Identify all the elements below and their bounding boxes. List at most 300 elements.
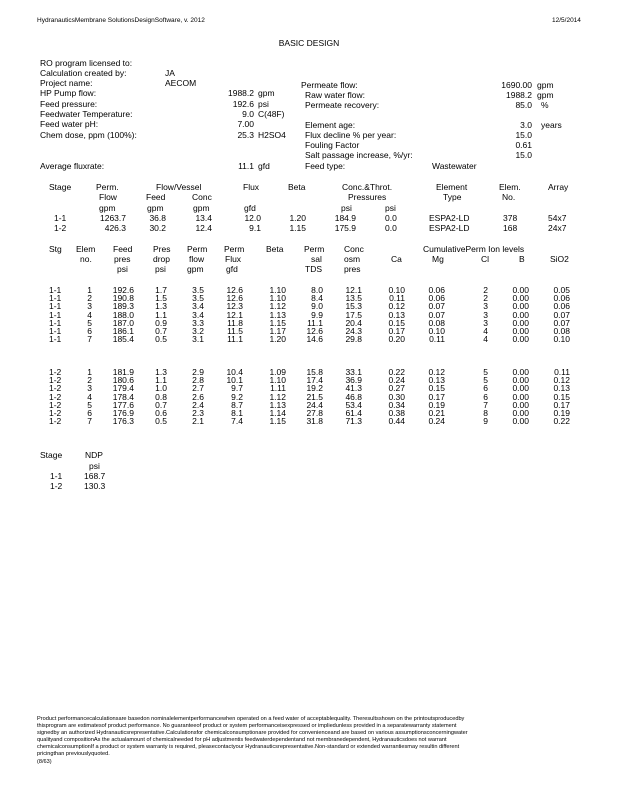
et-h-psi: psi <box>117 264 128 274</box>
sio2-cell: 0.08 <box>553 326 570 336</box>
disclaimer-line: qualityand compositionAs the actualamount of chemicalneeded for pH adjustmentis feedwaterdependentand not membranedependent, Hydranauticsdoes not warrant <box>37 737 447 744</box>
perm-flow-cell: 3.4 <box>192 301 204 312</box>
perm-tds-cell: 9.0 <box>311 301 323 312</box>
b-cell: 0.00 <box>512 383 529 394</box>
feed-pressure-unit: psi <box>258 99 269 109</box>
sio2-cell: 0.06 <box>553 301 570 312</box>
cl-cell: 6 <box>483 383 488 394</box>
ndp-stage-cell: 1-2 <box>50 481 63 491</box>
mg-cell: 0.13 <box>428 375 445 386</box>
st-u-flux: gfd <box>244 203 256 213</box>
perm-flux-cell: 8.7 <box>231 399 243 410</box>
beta-cell: 1.15 <box>269 317 286 328</box>
et-h-ca: Ca <box>391 254 402 264</box>
element-age-unit: years <box>541 120 562 130</box>
st-h-elem: Elem. <box>499 182 521 192</box>
b-cell: 0.00 <box>512 399 529 410</box>
feed-pres-cell: 190.8 <box>112 293 134 304</box>
stg-cell: 1-1 <box>49 301 62 312</box>
perm-flux-cell: 10.1 <box>226 375 243 386</box>
ca-cell: 0.27 <box>388 383 405 394</box>
created-value: JA <box>165 68 175 78</box>
mg-cell: 0.15 <box>428 383 445 394</box>
array-cell: 54x7 <box>548 213 567 223</box>
elem-cell: 3 <box>87 383 92 394</box>
perm-flux-cell: 7.4 <box>231 416 243 427</box>
pres-drop-cell: 1.0 <box>155 383 167 394</box>
chem-value: 25.3 <box>237 130 254 140</box>
feed-pres-cell: 188.0 <box>112 309 134 320</box>
cl-cell: 4 <box>483 326 488 336</box>
sio2-cell: 0.06 <box>553 293 570 304</box>
st-h-no: No. <box>502 192 516 202</box>
stg-cell: 1-2 <box>49 375 62 386</box>
perm-flow-cell: 3.3 <box>192 317 204 328</box>
pres-drop-cell: 1.7 <box>155 285 167 295</box>
disclaimer <box>37 716 582 766</box>
conc-cell: 12.4 <box>195 223 212 233</box>
sio2-cell: 0.15 <box>553 391 570 402</box>
stg-cell: 1-1 <box>49 285 62 295</box>
sio2-cell: 0.22 <box>553 416 570 427</box>
mg-cell: 0.07 <box>428 301 445 312</box>
beta-cell: 1.12 <box>269 391 286 402</box>
disclaimer-line: signedby an authorized Hydranauticsrepresentative.Calculationsfor chemicalconsumptionare provided for convenienceand are based on various assumptionsconcerningwater <box>37 730 468 737</box>
sio2-cell: 0.07 <box>553 317 570 328</box>
feed-cell: 36.8 <box>149 213 166 223</box>
sio2-cell: 0.13 <box>553 383 570 394</box>
perm-flux-cell: 12.3 <box>226 301 243 312</box>
perm-tds-cell: 8.4 <box>311 293 323 304</box>
et-h-no: no. <box>80 254 92 264</box>
st-u-perm: gpm <box>99 203 116 213</box>
mg-cell: 0.21 <box>428 408 445 418</box>
mg-cell: 0.11 <box>429 334 445 345</box>
ca-cell: 0.13 <box>388 309 405 320</box>
perm-flow-cell: 3.1 <box>192 334 204 345</box>
conc-osm-cell: 24.3 <box>345 326 362 336</box>
beta-cell: 1.10 <box>269 375 286 386</box>
pres-drop-cell: 1.1 <box>155 375 167 386</box>
beta-cell: 1.13 <box>269 399 286 410</box>
cl-cell: 2 <box>483 293 488 304</box>
licensed-label: RO program licensed to: <box>40 58 133 68</box>
feed-pres-cell: 176.3 <box>112 416 134 427</box>
ndp-value-cell: 168.7 <box>84 471 106 481</box>
et-h-beta: Beta <box>266 244 284 254</box>
conc-cell: 13.4 <box>195 213 212 223</box>
pres-drop-cell: 0.7 <box>155 326 167 336</box>
et-h-cumulative: CumulativePerm Ion levels <box>423 244 525 254</box>
ndp-stage-cell: 1-1 <box>50 471 63 481</box>
flux-decline-value: 15.0 <box>515 130 532 140</box>
sio2-cell: 0.07 <box>553 309 570 320</box>
feed-pres-cell: 180.6 <box>112 375 134 386</box>
stage-cell: 1-2 <box>54 223 67 233</box>
sio2-cell: 0.17 <box>553 399 570 410</box>
mg-cell: 0.06 <box>428 285 445 295</box>
perm-flow-unit: gpm <box>537 80 554 90</box>
et-h-mg: Mg <box>432 254 444 264</box>
no-cell: 168 <box>503 223 518 233</box>
cl-cell: 2 <box>483 285 488 295</box>
software-title: HydranauticsMembrane SolutionsDesignSoftware, v. 2012 <box>37 17 205 24</box>
et-h-perm3: Perm <box>304 244 325 254</box>
ca-cell: 0.10 <box>388 285 405 295</box>
hp-value: 1988.2 <box>228 88 254 98</box>
created-label: Calculation created by: <box>40 68 127 78</box>
disclaimer-line: Product performancecalculationsare basedon nominalelementperformancewhen operated on a feed water of acceptablequality. Theresultsshown on the printoutsproducedby <box>37 716 465 722</box>
cl-cell: 7 <box>483 399 488 410</box>
raw-flow-value: 1988.2 <box>506 90 532 100</box>
cl-cell: 3 <box>483 309 488 320</box>
feed-pres-cell: 187.0 <box>112 317 134 328</box>
avg-flux-label: Average fluxrate: <box>40 161 105 171</box>
st-h-concthrot: Conc.&Throt. <box>342 182 393 192</box>
elem-cell: 6 <box>87 408 92 418</box>
perm-flux-cell: 11.5 <box>227 326 243 336</box>
st-h-conc: Conc <box>192 192 212 202</box>
conc-osm-cell: 20.4 <box>345 317 362 328</box>
elem-cell: 5 <box>87 317 92 328</box>
perm-tds-cell: 14.6 <box>306 334 323 345</box>
mg-cell: 0.19 <box>428 399 445 410</box>
disclaimer-line: chemicalconsumptionIf a product or system warranty is required, pleasecontactyour Hydranauticsrepresentative.Non-standard or extended warrantiesmay resultin different <box>37 744 460 751</box>
et-h-osm: osm <box>344 254 361 264</box>
b-cell: 0.00 <box>512 367 529 377</box>
stg-cell: 1-2 <box>49 408 62 418</box>
st-h-beta: Beta <box>288 182 306 192</box>
perm-flow-value: 1690.00 <box>501 80 532 90</box>
fouling-label: Fouling Factor <box>305 140 360 150</box>
perm-flux-cell: 9.2 <box>231 391 243 402</box>
type-cell: ESPA2-LD <box>429 223 470 233</box>
beta-cell: 1.14 <box>269 408 286 418</box>
feed-cell: 30.2 <box>149 223 166 233</box>
conc-osm-cell: 61.4 <box>345 408 362 418</box>
beta-cell: 1.13 <box>269 309 286 320</box>
b-cell: 0.00 <box>512 285 529 295</box>
sio2-cell: 0.10 <box>553 334 570 345</box>
pres-drop-cell: 0.7 <box>155 399 167 410</box>
perm-flux-cell: 11.8 <box>227 317 243 328</box>
ndp-value-cell: 130.3 <box>84 481 106 491</box>
perm-tds-cell: 21.5 <box>306 391 323 402</box>
raw-flow-unit: gpm <box>537 90 554 100</box>
perm-tds-cell: 24.4 <box>306 399 323 410</box>
beta-cell: 1.20 <box>269 334 286 345</box>
elem-cell: 2 <box>87 293 92 304</box>
et-h-elem: Elem <box>76 244 96 254</box>
chem-unit: H2SO4 <box>258 130 286 140</box>
p2-cell: 0.0 <box>385 213 397 223</box>
ndp-h-ndp: NDP <box>85 450 103 460</box>
conc-osm-cell: 13.5 <box>345 293 362 304</box>
beta-cell: 1.20 <box>289 213 306 223</box>
perm-flux-cell: 12.6 <box>226 293 243 304</box>
st-h-stage: Stage <box>49 182 72 192</box>
p1-cell: 175.9 <box>334 223 356 233</box>
perm-flow-cell: 2.9 <box>192 367 204 377</box>
perm-flow-cell: 2.1 <box>192 416 204 427</box>
et-h-stg: Stg <box>49 244 62 254</box>
temp-unit: C(48F) <box>258 109 285 119</box>
st-u-p1: psi <box>341 203 352 213</box>
perm-tds-cell: 19.2 <box>306 383 323 394</box>
conc-osm-cell: 41.3 <box>345 383 362 394</box>
disclaimer-line: pricingthan previouslyquoted. <box>37 751 110 758</box>
perm-tds-cell: 31.8 <box>306 416 323 427</box>
st-u-conc: gpm <box>193 203 210 213</box>
pres-drop-cell: 0.6 <box>155 408 167 418</box>
conc-osm-cell: 29.8 <box>345 334 362 345</box>
st-h-pressures: Pressures <box>348 192 387 202</box>
b-cell: 0.00 <box>512 326 529 336</box>
st-h-flow: Flow <box>99 192 117 202</box>
perm-flux-cell: 10.4 <box>226 367 243 377</box>
project-value: AECOM <box>165 78 197 88</box>
hp-unit: gpm <box>258 88 275 98</box>
feed-pres-cell: 185.4 <box>112 334 134 345</box>
feed-pres-cell: 179.4 <box>112 383 134 394</box>
disclaimer-line: thisprogram are estimatesof product performance. No guaranteeof product or system performanceisexpressed or impliedunless provided in a separatewarranty statement <box>37 723 457 730</box>
pres-drop-cell: 1.3 <box>155 367 167 377</box>
cl-cell: 5 <box>483 375 488 386</box>
ca-cell: 0.30 <box>388 391 405 402</box>
stg-cell: 1-2 <box>49 399 62 410</box>
temp-label: Feedwater Temperature: <box>40 109 133 119</box>
b-cell: 0.00 <box>512 416 529 427</box>
et-h-sio2: SiO2 <box>550 254 569 264</box>
ph-label: Feed water pH: <box>40 119 99 129</box>
ca-cell: 0.12 <box>388 301 405 312</box>
sio2-cell: 0.19 <box>553 408 570 418</box>
beta-cell: 1.12 <box>269 301 286 312</box>
perm-flow-cell: 2.4 <box>192 399 204 410</box>
chem-label: Chem dose, ppm (100%): <box>40 130 137 140</box>
perm-tds-cell: 8.0 <box>311 285 323 295</box>
avg-flux-unit: gfd <box>258 161 270 171</box>
project-label: Project name: <box>40 78 93 88</box>
sio2-cell: 0.11 <box>554 367 570 377</box>
et-h-gfd: gfd <box>226 264 238 274</box>
ca-cell: 0.17 <box>388 326 405 336</box>
feed-pres-cell: 192.6 <box>112 285 134 295</box>
elem-cell: 1 <box>87 367 92 377</box>
feed-pressure-value: 192.6 <box>232 99 254 109</box>
ca-cell: 0.15 <box>388 317 405 328</box>
stg-cell: 1-1 <box>49 309 62 320</box>
ca-cell: 0.20 <box>388 334 405 345</box>
perm-flow-cell: 3.5 <box>192 285 204 295</box>
et-h-perm: Perm <box>187 244 208 254</box>
perm-cell: 1263.7 <box>100 213 126 223</box>
beta-cell: 1.17 <box>269 326 286 336</box>
pres-drop-cell: 1.1 <box>155 309 167 320</box>
pres-drop-cell: 1.3 <box>155 301 167 312</box>
perm-tds-cell: 12.6 <box>306 326 323 336</box>
elem-cell: 7 <box>87 334 92 345</box>
flux-cell: 12.0 <box>244 213 261 223</box>
perm-tds-cell: 15.8 <box>306 367 323 377</box>
et-h-flux: Flux <box>225 254 242 264</box>
et-h-drop: drop <box>153 254 171 264</box>
perm-flow-label: Permeate flow: <box>301 80 358 90</box>
b-cell: 0.00 <box>512 301 529 312</box>
stg-cell: 1-1 <box>49 326 62 336</box>
ca-cell: 0.34 <box>388 399 405 410</box>
beta-cell: 1.09 <box>269 367 286 377</box>
hp-label: HP Pump flow: <box>40 88 97 98</box>
perm-flux-cell: 8.1 <box>231 408 243 418</box>
cl-cell: 3 <box>483 317 488 328</box>
perm-flux-cell: 12.1 <box>226 309 243 320</box>
sio2-cell: 0.05 <box>553 285 570 295</box>
et-h-feed: Feed <box>113 244 133 254</box>
recovery-unit: % <box>541 100 549 110</box>
perm-flux-cell: 9.7 <box>231 383 243 394</box>
feed-type-label: Feed type: <box>305 161 346 171</box>
beta-cell: 1.10 <box>269 293 286 304</box>
stg-cell: 1-1 <box>49 334 62 345</box>
salt-passage-label: Salt passage increase, %/yr: <box>305 150 413 160</box>
report-date: 12/5/2014 <box>552 17 581 24</box>
perm-flow-cell: 3.4 <box>192 309 204 320</box>
flux-decline-label: Flux decline % per year: <box>305 130 397 140</box>
type-cell: ESPA2-LD <box>429 213 470 223</box>
st-h-element: Element <box>436 182 468 192</box>
et-h-pres2: Pres <box>153 244 171 254</box>
fouling-value: 0.61 <box>515 140 532 150</box>
page-number: (8/63) <box>37 758 52 765</box>
pres-drop-cell: 0.5 <box>155 416 167 427</box>
feed-pres-cell: 189.3 <box>112 301 134 312</box>
st-h-perm: Perm. <box>96 182 119 192</box>
elem-cell: 6 <box>87 326 92 336</box>
et-h-conc: Conc <box>344 244 364 254</box>
conc-osm-cell: 46.8 <box>345 391 362 402</box>
conc-osm-cell: 12.1 <box>345 285 362 295</box>
et-h-b: B <box>519 254 525 264</box>
et-h-sal: sal <box>311 254 322 264</box>
st-h-feed: Feed <box>146 192 166 202</box>
ca-cell: 0.24 <box>388 375 405 386</box>
perm-flow-cell: 2.3 <box>192 408 204 418</box>
perm-flow-cell: 2.7 <box>192 383 204 394</box>
cl-cell: 6 <box>483 391 488 402</box>
raw-flow-label: Raw water flow: <box>305 90 365 100</box>
stg-cell: 1-2 <box>49 391 62 402</box>
elem-cell: 7 <box>87 416 92 427</box>
elem-cell: 4 <box>87 309 92 320</box>
elem-cell: 3 <box>87 301 92 312</box>
conc-osm-cell: 53.4 <box>345 399 362 410</box>
b-cell: 0.00 <box>512 334 529 345</box>
feed-pressure-label: Feed pressure: <box>40 99 98 109</box>
perm-flow-cell: 2.8 <box>192 375 204 386</box>
ca-cell: 0.22 <box>388 367 405 377</box>
ca-cell: 0.44 <box>388 416 405 427</box>
feed-pres-cell: 177.6 <box>112 399 134 410</box>
beta-cell: 1.10 <box>269 285 286 295</box>
element-age-label: Element age: <box>305 120 356 130</box>
flux-cell: 9.1 <box>249 223 261 233</box>
ca-cell: 0.38 <box>388 408 405 418</box>
beta-cell: 1.15 <box>269 416 286 427</box>
perm-tds-cell: 27.8 <box>306 408 323 418</box>
p1-cell: 184.9 <box>334 213 356 223</box>
st-h-flux: Flux <box>243 182 260 192</box>
pres-drop-cell: 1.5 <box>155 293 167 304</box>
mg-cell: 0.12 <box>428 367 445 377</box>
st-h-type: Type <box>443 192 462 202</box>
elem-cell: 5 <box>87 399 92 410</box>
perm-tds-cell: 11.1 <box>307 317 323 328</box>
b-cell: 0.00 <box>512 391 529 402</box>
mg-cell: 0.24 <box>428 416 445 427</box>
array-cell: 24x7 <box>548 223 567 233</box>
cl-cell: 4 <box>483 334 488 345</box>
conc-osm-cell: 36.9 <box>345 375 362 386</box>
st-h-array: Array <box>548 182 569 192</box>
sio2-cell: 0.12 <box>553 375 570 386</box>
et-h-tds: TDS <box>305 264 322 274</box>
conc-osm-cell: 71.3 <box>345 416 362 427</box>
et-h-cpres: pres <box>344 264 361 274</box>
st-u-p2: psi <box>385 203 396 213</box>
ndp-h-stage: Stage <box>40 450 63 460</box>
no-cell: 378 <box>503 213 518 223</box>
elem-cell: 2 <box>87 375 92 386</box>
mg-cell: 0.08 <box>428 317 445 328</box>
cl-cell: 5 <box>483 367 488 377</box>
conc-osm-cell: 15.3 <box>345 301 362 312</box>
beta-cell: 1.15 <box>289 223 306 233</box>
feed-pres-cell: 181.9 <box>112 367 134 377</box>
mg-cell: 0.17 <box>428 391 445 402</box>
st-u-feed: gpm <box>147 203 164 213</box>
ph-value: 7.00 <box>237 119 254 129</box>
et-h-pres: pres <box>114 254 131 264</box>
p2-cell: 0.0 <box>385 223 397 233</box>
cl-cell: 8 <box>483 408 488 418</box>
et-h-gpm: gpm <box>187 264 204 274</box>
cl-cell: 9 <box>483 416 488 427</box>
b-cell: 0.00 <box>512 293 529 304</box>
perm-flow-cell: 2.6 <box>192 391 204 402</box>
element-age-value: 3.0 <box>520 120 532 130</box>
stg-cell: 1-2 <box>49 383 62 394</box>
stage-cell: 1-1 <box>54 213 67 223</box>
feed-type-value: Wastewater <box>432 161 477 171</box>
stg-cell: 1-2 <box>49 367 62 377</box>
et-h-flow: flow <box>189 254 205 264</box>
recovery-label: Permeate recovery: <box>305 100 380 110</box>
pres-drop-cell: 0.5 <box>155 334 167 345</box>
et-h-perm2: Perm <box>224 244 245 254</box>
perm-flow-cell: 3.5 <box>192 293 204 304</box>
page-title: BASIC DESIGN <box>278 38 340 48</box>
b-cell: 0.00 <box>512 375 529 386</box>
perm-flux-cell: 12.6 <box>226 285 243 295</box>
ndp-h-psi: psi <box>89 461 100 471</box>
pres-drop-cell: 0.8 <box>155 391 167 402</box>
perm-cell: 426.3 <box>104 223 126 233</box>
perm-tds-cell: 9.9 <box>311 309 323 320</box>
elem-cell: 4 <box>87 391 92 402</box>
b-cell: 0.00 <box>512 317 529 328</box>
stg-cell: 1-1 <box>49 293 62 304</box>
